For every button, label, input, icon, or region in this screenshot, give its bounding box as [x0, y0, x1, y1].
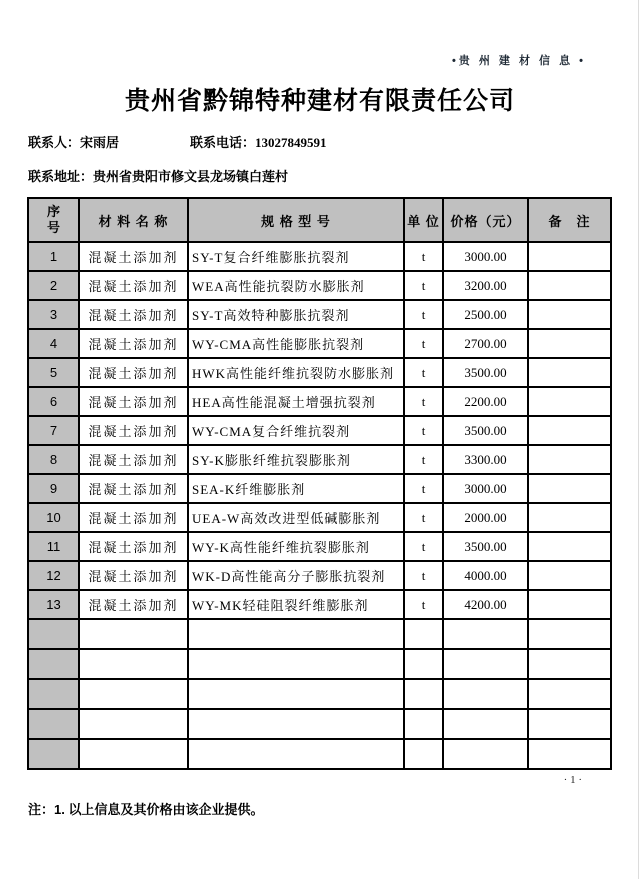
- cell-note: [528, 242, 611, 271]
- table-row: [28, 561, 611, 590]
- cell-unit: t: [404, 358, 443, 387]
- cell-serial-number: 2: [28, 271, 79, 300]
- cell-price: 2200.00: [443, 387, 528, 416]
- cell-spec-model: [188, 739, 404, 769]
- cell-spec-model: [188, 619, 404, 649]
- cell-price: 2700.00: [443, 329, 528, 358]
- cell-spec-model: WEA高性能抗裂防水膨胀剂: [188, 271, 404, 300]
- cell-note: [528, 387, 611, 416]
- table-row-empty: [28, 619, 611, 649]
- cell-unit: t: [404, 329, 443, 358]
- cell-material-name: 混凝土添加剂: [79, 445, 188, 474]
- cell-unit: [404, 709, 443, 739]
- cell-price: 3300.00: [443, 445, 528, 474]
- cell-note: [528, 474, 611, 503]
- contact-address-label: 联系地址：: [28, 169, 94, 184]
- cell-spec-model: SY-T高效特种膨胀抗裂剂: [188, 300, 404, 329]
- table-row: [28, 532, 611, 561]
- cell-unit: [404, 739, 443, 769]
- cell-unit: t: [404, 416, 443, 445]
- header-price: 价格（元）: [443, 198, 528, 242]
- table-row: [28, 387, 611, 416]
- cell-serial-number: 10: [28, 503, 79, 532]
- masthead-text: •贵 州 建 材 信 息 •: [451, 55, 586, 67]
- table-row: [28, 445, 611, 474]
- cell-price: 3200.00: [443, 271, 528, 300]
- cell-unit: t: [404, 503, 443, 532]
- table-row: [28, 590, 611, 619]
- cell-unit: t: [404, 445, 443, 474]
- cell-unit: [404, 679, 443, 709]
- cell-spec-model: WK-D高性能高分子膨胀抗裂剂: [188, 561, 404, 590]
- cell-note: [528, 709, 611, 739]
- cell-spec-model: [188, 709, 404, 739]
- cell-price: [443, 739, 528, 769]
- cell-price: 3500.00: [443, 532, 528, 561]
- cell-spec-model: WY-CMA复合纤维抗裂剂: [188, 416, 404, 445]
- cell-note: [528, 590, 611, 619]
- cell-unit: t: [404, 561, 443, 590]
- table-row: [28, 271, 611, 300]
- cell-serial-number: 8: [28, 445, 79, 474]
- header-no: [28, 198, 79, 242]
- cell-unit: t: [404, 532, 443, 561]
- cell-spec-model: [188, 649, 404, 679]
- cell-note: [528, 561, 611, 590]
- header-note: 备 注: [528, 198, 611, 242]
- header-row: [28, 198, 611, 242]
- cell-unit: t: [404, 474, 443, 503]
- cell-note: [528, 416, 611, 445]
- cell-material-name: 混凝土添加剂: [79, 387, 188, 416]
- cell-price: 4000.00: [443, 561, 528, 590]
- contact-phone-number: 13027849591: [255, 135, 327, 150]
- cell-material-name: 混凝土添加剂: [79, 358, 188, 387]
- table-row: [28, 416, 611, 445]
- cell-material-name: 混凝土添加剂: [79, 271, 188, 300]
- cell-serial-number: 9: [28, 474, 79, 503]
- cell-spec-model: HEA高性能混凝土增强抗裂剂: [188, 387, 404, 416]
- contact-phone-label: 联系电话：: [190, 135, 256, 150]
- cell-material-name: 混凝土添加剂: [79, 532, 188, 561]
- price-table-header: [28, 198, 611, 242]
- cell-note: [528, 329, 611, 358]
- page-edge-divider: [638, 0, 639, 879]
- cell-unit: t: [404, 387, 443, 416]
- cell-spec-model: [188, 679, 404, 709]
- cell-material-name: [79, 709, 188, 739]
- cell-serial-number: [28, 679, 79, 709]
- cell-price: 2500.00: [443, 300, 528, 329]
- cell-note: [528, 300, 611, 329]
- cell-note: [528, 532, 611, 561]
- cell-spec-model: WY-K高性能纤维抗裂膨胀剂: [188, 532, 404, 561]
- cell-material-name: 混凝土添加剂: [79, 329, 188, 358]
- masthead: [0, 0, 640, 68]
- cell-spec-model: SY-K膨胀纤维抗裂膨胀剂: [188, 445, 404, 474]
- cell-price: 3000.00: [443, 474, 528, 503]
- cell-serial-number: 7: [28, 416, 79, 445]
- cell-spec-model: HWK高性能纤维抗裂防水膨胀剂: [188, 358, 404, 387]
- cell-material-name: [79, 679, 188, 709]
- contact-line-1: [28, 134, 640, 151]
- contact-address: 贵州省贵阳市修文县龙场镇白莲村: [93, 169, 289, 184]
- cell-price: [443, 649, 528, 679]
- contact-line-2: [28, 168, 640, 185]
- cell-material-name: 混凝土添加剂: [79, 561, 188, 590]
- cell-serial-number: [28, 709, 79, 739]
- cell-note: [528, 358, 611, 387]
- page-number: · 1 ·: [563, 774, 582, 786]
- header-no-label: 序号: [46, 204, 60, 235]
- cell-price: 4200.00: [443, 590, 528, 619]
- cell-price: 2000.00: [443, 503, 528, 532]
- table-row-empty: [28, 679, 611, 709]
- cell-unit: t: [404, 300, 443, 329]
- cell-material-name: [79, 649, 188, 679]
- table-row-empty: [28, 649, 611, 679]
- cell-serial-number: 5: [28, 358, 79, 387]
- contact-person-name: 宋雨居: [80, 135, 120, 150]
- cell-serial-number: 11: [28, 532, 79, 561]
- cell-price: 3000.00: [443, 242, 528, 271]
- header-material: 材 料 名 称: [79, 198, 188, 242]
- cell-price: [443, 709, 528, 739]
- header-unit: 单 位: [404, 198, 443, 242]
- cell-note: [528, 739, 611, 769]
- table-row: [28, 358, 611, 387]
- price-table-body: [28, 242, 611, 769]
- cell-material-name: [79, 619, 188, 649]
- cell-note: [528, 649, 611, 679]
- cell-note: [528, 503, 611, 532]
- table-row-empty: [28, 709, 611, 739]
- cell-price: 3500.00: [443, 358, 528, 387]
- cell-material-name: 混凝土添加剂: [79, 300, 188, 329]
- cell-material-name: 混凝土添加剂: [79, 590, 188, 619]
- cell-spec-model: WY-MK轻硅阻裂纤维膨胀剂: [188, 590, 404, 619]
- cell-spec-model: SY-T复合纤维膨胀抗裂剂: [188, 242, 404, 271]
- cell-unit: [404, 619, 443, 649]
- cell-material-name: 混凝土添加剂: [79, 416, 188, 445]
- cell-price: 3500.00: [443, 416, 528, 445]
- cell-spec-model: SEA-K纤维膨胀剂: [188, 474, 404, 503]
- company-title: 贵州省黔锦特种建材有限责任公司: [124, 87, 515, 115]
- header-spec: 规 格 型 号: [188, 198, 404, 242]
- cell-serial-number: 1: [28, 242, 79, 271]
- price-table: [27, 197, 612, 770]
- cell-material-name: 混凝土添加剂: [79, 242, 188, 271]
- cell-serial-number: [28, 619, 79, 649]
- cell-price: [443, 619, 528, 649]
- cell-spec-model: UEA-W高效改进型低碱膨胀剂: [188, 503, 404, 532]
- cell-note: [528, 445, 611, 474]
- table-row: [28, 300, 611, 329]
- cell-note: [528, 271, 611, 300]
- cell-price: [443, 679, 528, 709]
- cell-spec-model: WY-CMA高性能膨胀抗裂剂: [188, 329, 404, 358]
- cell-material-name: 混凝土添加剂: [79, 474, 188, 503]
- cell-unit: t: [404, 590, 443, 619]
- cell-serial-number: 13: [28, 590, 79, 619]
- cell-material-name: [79, 739, 188, 769]
- cell-serial-number: [28, 739, 79, 769]
- cell-material-name: 混凝土添加剂: [79, 503, 188, 532]
- cell-note: [528, 679, 611, 709]
- contact-phone: [190, 135, 327, 150]
- footnote: 注：1. 以上信息及其价格由该企业提供。: [28, 802, 264, 817]
- contact-person: [28, 134, 190, 151]
- table-row: [28, 503, 611, 532]
- table-row-empty: [28, 739, 611, 769]
- cell-serial-number: 3: [28, 300, 79, 329]
- cell-serial-number: 12: [28, 561, 79, 590]
- cell-serial-number: 4: [28, 329, 79, 358]
- contact-person-label: 联系人：: [28, 135, 81, 150]
- cell-serial-number: 6: [28, 387, 79, 416]
- cell-unit: t: [404, 242, 443, 271]
- cell-unit: t: [404, 271, 443, 300]
- cell-note: [528, 619, 611, 649]
- cell-unit: [404, 649, 443, 679]
- table-row: [28, 329, 611, 358]
- table-row: [28, 474, 611, 503]
- cell-serial-number: [28, 649, 79, 679]
- table-row: [28, 242, 611, 271]
